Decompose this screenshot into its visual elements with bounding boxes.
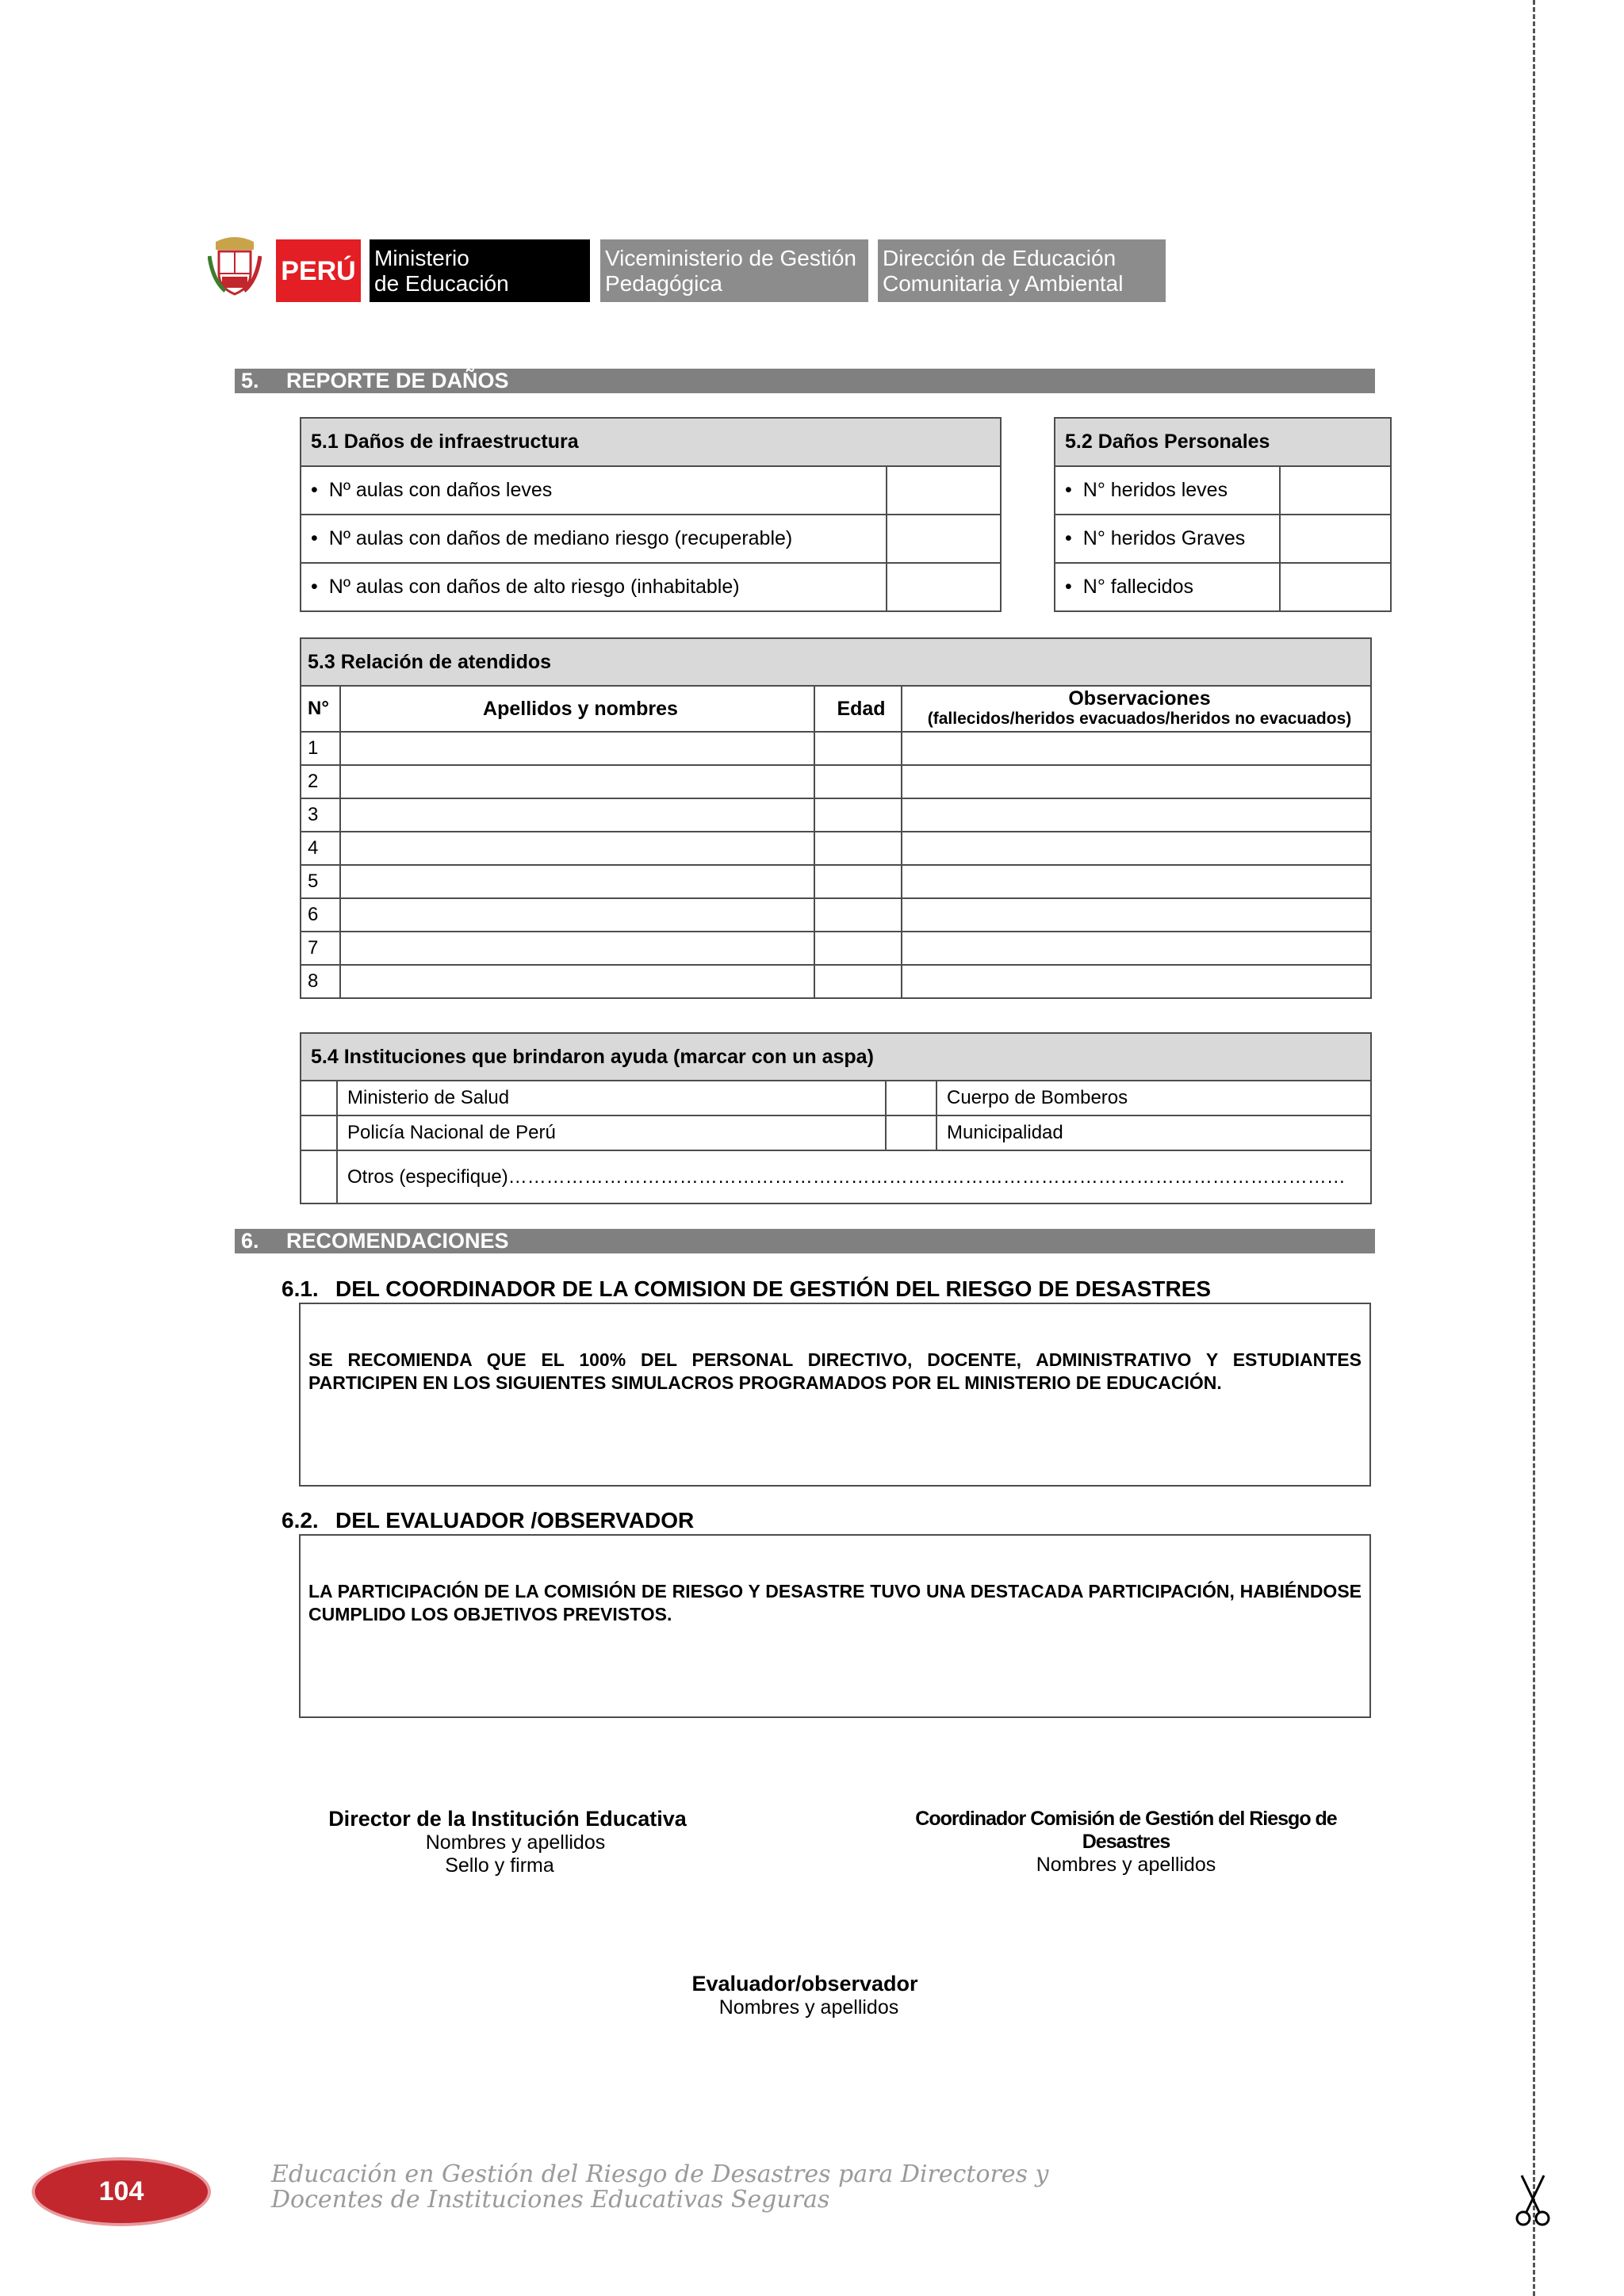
coordinador-signature: Coordinador Comisión de Gestión del Riesgo de Desastres Nombres y apellidos: [915, 1808, 1337, 1876]
observaciones-cell[interactable]: [902, 765, 1371, 798]
ministerio-box: Ministerio de Educación: [370, 239, 590, 302]
section-6-bar: 6. RECOMENDACIONES: [235, 1229, 1375, 1253]
nombres-cell[interactable]: [340, 965, 814, 998]
infra-item: • Nº aulas con daños de alto riesgo (inhabitable): [301, 563, 887, 611]
nombres-cell[interactable]: [340, 865, 814, 898]
institucion-label: Cuerpo de Bomberos: [936, 1081, 1371, 1115]
director-signature: Director de la Institución Educativa Nombres y apellidos Sello y firma: [328, 1807, 687, 1877]
observaciones-cell[interactable]: [902, 732, 1371, 765]
col-observaciones-header: Observaciones (fallecidos/heridos evacuados/heridos no evacuados): [902, 686, 1371, 732]
nombres-cell[interactable]: [340, 932, 814, 965]
row-number: 5: [301, 865, 340, 898]
atendidos-title: 5.3 Relación de atendidos: [301, 638, 1371, 686]
personal-item: • N° heridos Graves: [1055, 515, 1280, 563]
personal-value-cell[interactable]: [1280, 466, 1391, 515]
checkbox-ministerio-salud[interactable]: [301, 1081, 337, 1115]
personal-item: • N° heridos leves: [1055, 466, 1280, 515]
edad-cell[interactable]: [814, 765, 902, 798]
edad-cell[interactable]: [814, 798, 902, 832]
coordinador-recommendation-text: SE RECOMIENDA QUE EL 100% DEL PERSONAL DIRECTIVO, DOCENTE, ADMINISTRATIVO Y ESTUDIANTES PARTICIPEN EN LOS SIGUIENTES SIMULACROS PROGRAMADOS POR EL MINISTERIO DE EDUCACIÓN.: [308, 1349, 1362, 1393]
row-number: 1: [301, 732, 340, 765]
edad-cell[interactable]: [814, 965, 902, 998]
infra-value-cell[interactable]: [887, 563, 1001, 611]
evaluador-signature: Evaluador/observador Nombres y apellidos: [691, 1972, 918, 2019]
infra-item: • Nº aulas con daños leves: [301, 466, 887, 515]
row-number: 3: [301, 798, 340, 832]
subsection-6-2-title: 6.2. DEL EVALUADOR /OBSERVADOR: [282, 1508, 695, 1533]
nombres-cell[interactable]: [340, 732, 814, 765]
observaciones-cell[interactable]: [902, 865, 1371, 898]
checkbox-cuerpo-bomberos[interactable]: [886, 1081, 936, 1115]
edad-cell[interactable]: [814, 732, 902, 765]
instituciones-table: [300, 1032, 1372, 1204]
infraestructura-title: 5.1 Daños de infraestructura: [301, 418, 1001, 466]
footer-title: Educación en Gestión del Riesgo de Desastres para Directores y Docentes de Instituciones Educativas Seguras: [271, 2160, 1049, 2214]
section-5-bar: 5. REPORTE DE DAÑOS: [235, 369, 1375, 393]
col-n-header: N°: [301, 686, 340, 732]
evaluador-recommendation-text: LA PARTICIPACIÓN DE LA COMISIÓN DE RIESGO Y DESASTRE TUVO UNA DESTACADA PARTICIPACIÓN, HABIÉNDOSE CUMPLIDO LOS OBJETIVOS PREVISTOS.: [308, 1581, 1362, 1624]
col-nombres-header: Apellidos y nombres: [340, 686, 814, 732]
personal-value-cell[interactable]: [1280, 515, 1391, 563]
infra-item: • Nº aulas con daños de mediano riesgo (recuperable): [301, 515, 887, 563]
institucion-label: Ministerio de Salud: [337, 1081, 886, 1115]
peru-badge: PERÚ: [276, 239, 361, 302]
infra-value-cell[interactable]: [887, 466, 1001, 515]
coat-of-arms-icon: [208, 232, 262, 299]
personales-table: [1054, 417, 1392, 612]
institucion-label: Policía Nacional de Perú: [337, 1115, 886, 1150]
observaciones-cell[interactable]: [902, 932, 1371, 965]
checkbox-municipalidad[interactable]: [886, 1115, 936, 1150]
observaciones-cell[interactable]: [902, 798, 1371, 832]
otros-especifique[interactable]: Otros (especifique)……………………………………………………………………………………………………………………: [337, 1150, 1371, 1203]
nombres-cell[interactable]: [340, 765, 814, 798]
edad-cell[interactable]: [814, 898, 902, 932]
row-number: 8: [301, 965, 340, 998]
observaciones-cell[interactable]: [902, 832, 1371, 865]
atendidos-table: [300, 637, 1372, 999]
institucion-label: Municipalidad: [936, 1115, 1371, 1150]
observaciones-cell[interactable]: [902, 965, 1371, 998]
row-number: 6: [301, 898, 340, 932]
infraestructura-table: [300, 417, 1002, 612]
page-number-badge: 104: [35, 2160, 208, 2223]
row-number: 2: [301, 765, 340, 798]
nombres-cell[interactable]: [340, 898, 814, 932]
edad-cell[interactable]: [814, 932, 902, 965]
nombres-cell[interactable]: [340, 832, 814, 865]
cut-line: [1533, 0, 1535, 2296]
infra-value-cell[interactable]: [887, 515, 1001, 563]
edad-cell[interactable]: [814, 865, 902, 898]
viceministerio-box: Viceministerio de Gestión Pedagógica: [600, 239, 868, 302]
nombres-cell[interactable]: [340, 798, 814, 832]
row-number: 4: [301, 832, 340, 865]
row-number: 7: [301, 932, 340, 965]
scissors-icon: [1511, 2172, 1555, 2228]
personal-value-cell[interactable]: [1280, 563, 1391, 611]
observaciones-cell[interactable]: [902, 898, 1371, 932]
coordinador-recommendation-box[interactable]: [299, 1303, 1371, 1487]
checkbox-policia-nacional[interactable]: [301, 1115, 337, 1150]
personales-title: 5.2 Daños Personales: [1055, 418, 1391, 466]
subsection-6-1-title: 6.1. DEL COORDINADOR DE LA COMISION DE GESTIÓN DEL RIESGO DE DESASTRES: [282, 1276, 1212, 1301]
personal-item: • N° fallecidos: [1055, 563, 1280, 611]
edad-cell[interactable]: [814, 832, 902, 865]
evaluador-recommendation-box[interactable]: [299, 1534, 1371, 1718]
direccion-box: Dirección de Educación Comunitaria y Ambiental: [878, 239, 1166, 302]
checkbox-otros[interactable]: [301, 1150, 337, 1203]
col-edad-header: Edad: [814, 686, 902, 732]
instituciones-title: 5.4 Instituciones que brindaron ayuda (marcar con un aspa): [301, 1033, 1371, 1081]
